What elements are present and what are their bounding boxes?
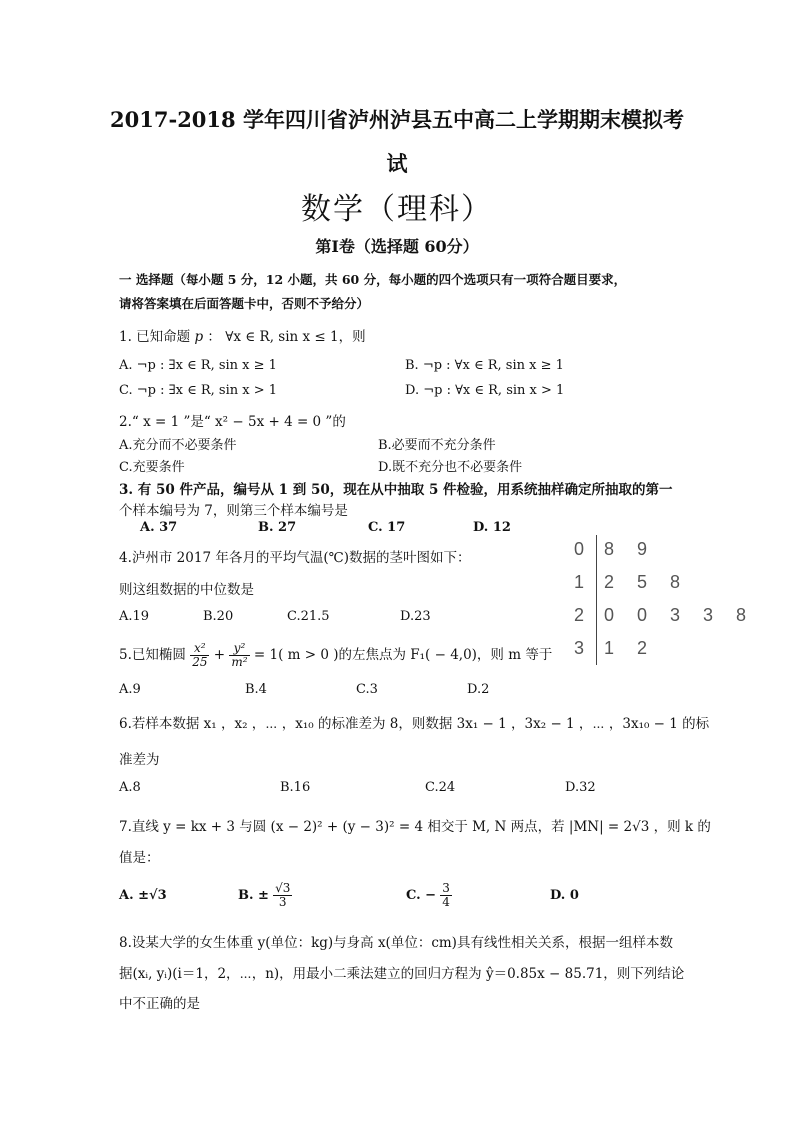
leaf-value: 8 — [670, 572, 681, 592]
fraction-y-numerator: y² — [229, 642, 249, 656]
question-8-line2: 据(xᵢ, yᵢ)(i＝1，2，⋯，n)，用最小二乘法建立的回归方程为 ŷ＝0.85x − 85.71，则下列结论 — [119, 966, 685, 982]
question-2-option-a: A.充分而不必要条件 — [119, 438, 237, 453]
leaf-value: 3 — [670, 605, 681, 625]
question-1-option-c: C. ¬p : ∃x ∈ R, sin x > 1 — [119, 383, 278, 398]
leaf-value: 0 — [637, 605, 648, 625]
question-6-option-d: D.32 — [565, 780, 596, 795]
option-b-fraction — [273, 882, 292, 908]
document-title-line1: 2017-2018 学年四川省泸州泸县五中高二上学期期末模拟考 — [110, 107, 684, 132]
question-2-option-b: B.必要而不充分条件 — [378, 438, 496, 453]
question-1-option-a: A. ¬p : ∃x ∈ R, sin x ≥ 1 — [119, 358, 277, 373]
stem-value: 1 — [574, 572, 585, 592]
question-4-option-a: A.19 — [119, 609, 150, 624]
question-1-proposition: p — [194, 329, 204, 345]
question-1-stem-tail: ： ∀x ∈ R, sin x ≤ 1，则 — [203, 329, 366, 345]
option-c-denominator: 4 — [442, 895, 450, 909]
question-6-line1: 6.若样本数据 x₁ ，x₂ ，⋯ ，x₁₀ 的标准差为 8，则数据 3x₁ − 1 ，3x₂ − 1 ，⋯ ，3x₁₀ − 1 的标 — [119, 716, 710, 732]
leaf-value: 9 — [637, 539, 648, 559]
question-5-pre: 5.已知椭圆 — [119, 647, 186, 663]
subject-title: 数学（理科） — [301, 192, 493, 227]
question-5-post: = 1( m > 0 )的左焦点为 F₁( − 4,0)，则 m 等于 — [253, 647, 553, 663]
question-5-fraction-x — [190, 642, 209, 668]
instructions-line1: 一 选择题（每小题 5 分，12 小题，共 60 分，每小题的四个选项只有一项符合题目要求， — [119, 272, 627, 287]
fraction-x-denominator: 25 — [192, 655, 208, 669]
stem-value: 0 — [574, 539, 585, 559]
document-title-line2: 试 — [386, 151, 408, 176]
question-7-option-d: D. 0 — [550, 888, 579, 903]
question-5-plus: + — [213, 647, 226, 663]
question-2-option-c: C.充要条件 — [119, 460, 185, 475]
stem-leaf-plot — [568, 535, 768, 665]
question-8-line3: 中不正确的是 — [119, 996, 200, 1012]
question-7-option-b — [238, 876, 292, 916]
question-3-line1: 3. 有 50 件产品，编号从 1 到 50，现在从中抽取 5 件检验，用系统抽样确定所抽取的第一 — [119, 482, 673, 498]
question-1-stem — [119, 325, 366, 345]
question-1-option-b: B. ¬p : ∀x ∈ R, sin x ≥ 1 — [405, 358, 564, 373]
question-5-option-c: C.3 — [356, 682, 378, 697]
instructions-line2: 请将答案填在后面答题卡中，否则不予给分） — [119, 296, 370, 311]
question-5-option-d: D.2 — [467, 682, 490, 697]
question-6-option-b: B.16 — [280, 780, 311, 795]
question-6-option-c: C.24 — [425, 780, 456, 795]
question-3-option-b: B. 27 — [258, 520, 297, 535]
question-7-line2: 值是： — [119, 850, 160, 866]
question-6-option-a: A.8 — [119, 780, 141, 795]
question-7-option-a: A. ±√3 — [119, 888, 167, 903]
leaf-value: 1 — [604, 638, 615, 658]
option-b-numerator: √3 — [275, 881, 291, 896]
question-6-line2: 准差为 — [119, 752, 160, 768]
leaf-value: 2 — [637, 638, 648, 658]
question-4-line1: 4.泸州市 2017 年各月的平均气温(℃)数据的茎叶图如下： — [119, 550, 471, 566]
question-3-option-c: C. 17 — [368, 520, 406, 535]
option-b-prefix: B. ± — [238, 888, 269, 903]
question-1-stem-text: 1. 已知命题 — [119, 329, 195, 345]
question-4-line2: 则这组数据的中位数是 — [119, 582, 254, 598]
question-5-option-b: B.4 — [245, 682, 267, 697]
question-2-option-d: D.既不充分也不必要条件 — [378, 460, 523, 475]
question-3-option-d: D. 12 — [473, 520, 511, 535]
stem-value: 2 — [574, 605, 585, 625]
question-2-stem: 2.“ x = 1 ”是“ x² − 5x + 4 = 0 ”的 — [119, 414, 346, 430]
option-c-fraction — [440, 882, 452, 908]
question-7-option-c — [406, 876, 452, 916]
question-3-option-a: A. 37 — [140, 520, 178, 535]
question-5-option-a: A.9 — [119, 682, 141, 697]
question-4-option-b: B.20 — [203, 609, 234, 624]
fraction-y-denominator: m² — [231, 655, 248, 669]
question-5-fraction-y — [229, 642, 249, 668]
stem-leaf-divider — [596, 535, 597, 665]
option-c-numerator: 3 — [442, 881, 450, 896]
leaf-value: 8 — [736, 605, 747, 625]
question-3-line2: 个样本编号为 7，则第三个样本编号是 — [119, 503, 348, 519]
stem-value: 3 — [574, 638, 585, 658]
question-1-option-d: D. ¬p : ∀x ∈ R, sin x > 1 — [405, 383, 565, 398]
question-4-option-c: C.21.5 — [287, 609, 330, 624]
question-8-line1: 8.设某大学的女生体重 y(单位：kg)与身高 x(单位：cm)具有线性相关关系，根据一组样本数 — [119, 935, 673, 951]
question-4-option-d: D.23 — [400, 609, 431, 624]
leaf-value: 2 — [604, 572, 615, 592]
leaf-value: 3 — [703, 605, 714, 625]
fraction-x-numerator: x² — [190, 642, 209, 656]
option-c-prefix: C. − — [406, 888, 437, 903]
leaf-value: 8 — [604, 539, 615, 559]
leaf-value: 5 — [637, 572, 648, 592]
leaf-value: 0 — [604, 605, 615, 625]
option-b-denominator: 3 — [278, 895, 287, 909]
volume-title: 第Ⅰ卷（选择题 60分） — [315, 237, 479, 256]
question-5-stem — [119, 636, 552, 674]
question-7-line1: 7.直线 y = kx + 3 与圆 (x − 2)² + (y − 3)² = 4 相交于 M, N 两点，若 |MN| = 2√3 ，则 k 的 — [119, 819, 711, 835]
